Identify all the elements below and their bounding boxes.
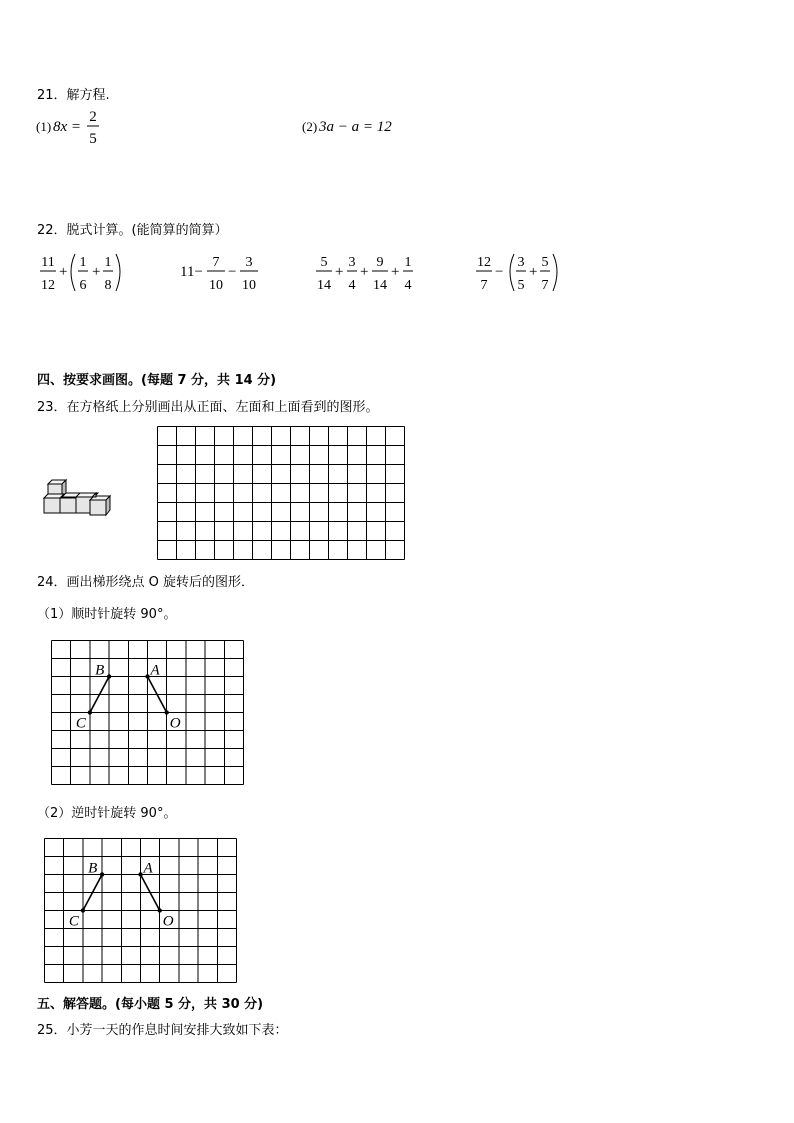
point-A bbox=[145, 674, 149, 678]
e3-op2: + bbox=[360, 264, 369, 280]
point-A bbox=[138, 872, 142, 876]
point-B bbox=[107, 674, 111, 678]
q21-heading: 21．解方程. bbox=[37, 88, 110, 103]
eq1-lhs: 8x = bbox=[53, 119, 82, 135]
e4-right-paren bbox=[553, 254, 557, 291]
e1-a-den: 12 bbox=[41, 278, 55, 293]
label-A: A bbox=[143, 860, 153, 877]
e1-a-num: 11 bbox=[41, 255, 55, 270]
e3-d-den: 4 bbox=[404, 278, 412, 293]
q22-expression-3 bbox=[314, 251, 424, 297]
e4-c-den: 7 bbox=[541, 278, 549, 293]
q25-heading: 25．小芳一天的作息时间安排大致如下表： bbox=[37, 1023, 288, 1038]
e1-b-num: 1 bbox=[79, 255, 87, 270]
q22-expression-2 bbox=[180, 251, 270, 297]
e3-d-num: 1 bbox=[404, 255, 412, 270]
e2-whole: 11− bbox=[180, 264, 203, 280]
q21-equation-1 bbox=[36, 106, 116, 150]
e1-op: + bbox=[59, 264, 68, 280]
e2-op: − bbox=[228, 264, 237, 280]
e1-c-num: 1 bbox=[104, 255, 112, 270]
svg-text:+: + bbox=[529, 264, 538, 280]
e3-b-den: 4 bbox=[348, 278, 356, 293]
eq2-label: (2) bbox=[302, 119, 318, 134]
e4-c-num: 5 bbox=[541, 255, 549, 270]
e4-b-num: 3 bbox=[517, 255, 525, 270]
point-O bbox=[158, 908, 162, 912]
point-C bbox=[81, 908, 85, 912]
label-C: C bbox=[68, 913, 79, 930]
e4-a-den: 7 bbox=[480, 278, 488, 293]
eq1-numerator: 2 bbox=[89, 109, 97, 125]
point-C bbox=[88, 710, 92, 714]
q23-heading: 23．在方格纸上分别画出从正面、左面和上面看到的图形。 bbox=[37, 400, 379, 415]
q21-equation-2 bbox=[302, 106, 422, 150]
e1-c-den: 8 bbox=[104, 278, 112, 293]
eq1-label: (1) bbox=[36, 119, 52, 134]
q22-heading: 22．脱式计算。(能简算的简算） bbox=[37, 223, 228, 238]
e3-op1: + bbox=[335, 264, 344, 280]
q24-part-1: （1）顺时针旋转 90°。 bbox=[37, 607, 177, 622]
e3-a-num: 5 bbox=[320, 255, 328, 270]
e2-b-den: 10 bbox=[242, 278, 256, 293]
q23-grid-paper[interactable] bbox=[157, 426, 404, 560]
e3-a-den: 14 bbox=[317, 278, 331, 293]
label-B: B bbox=[95, 662, 105, 679]
e1-b-den: 6 bbox=[79, 278, 87, 293]
e1-left-paren bbox=[71, 254, 75, 291]
e4-op: − bbox=[495, 264, 504, 280]
label-O: O bbox=[162, 913, 174, 930]
q23-cube-figure bbox=[42, 476, 118, 518]
q24-grid-2[interactable] bbox=[44, 838, 237, 983]
point-O bbox=[165, 710, 169, 714]
label-O: O bbox=[169, 715, 181, 732]
e4-left-paren bbox=[510, 254, 514, 291]
label-A: A bbox=[150, 662, 160, 679]
section-5-heading: 五、解答题。(每小题 5 分，共 30 分) bbox=[37, 997, 264, 1012]
e4-a-num: 12 bbox=[477, 255, 491, 270]
q22-expression-4 bbox=[474, 251, 564, 297]
e2-b-num: 3 bbox=[245, 255, 253, 270]
label-C: C bbox=[75, 715, 86, 732]
e2-a-num: 7 bbox=[212, 255, 220, 270]
e3-c-den: 14 bbox=[373, 278, 387, 293]
eq1-denominator: 5 bbox=[89, 131, 97, 147]
e3-op3: + bbox=[391, 264, 400, 280]
q24-part-2: （2）逆时针旋转 90°。 bbox=[37, 806, 177, 821]
point-B bbox=[100, 872, 104, 876]
e3-b-num: 3 bbox=[348, 255, 356, 270]
e3-c-num: 9 bbox=[376, 255, 384, 270]
e1-op2: + bbox=[92, 264, 101, 280]
e4-b-den: 5 bbox=[517, 278, 525, 293]
label-B: B bbox=[88, 860, 98, 877]
section-4-heading: 四、按要求画图。(每题 7 分，共 14 分) bbox=[37, 373, 277, 388]
q24-heading: 24．画出梯形绕点 O 旋转后的图形． bbox=[37, 575, 255, 590]
eq2-expr: 3a − a = 12 bbox=[319, 119, 392, 135]
q24-grid-1[interactable] bbox=[51, 640, 244, 785]
q22-expression-1 bbox=[38, 251, 138, 297]
e1-right-paren bbox=[116, 254, 120, 291]
e2-a-den: 10 bbox=[209, 278, 223, 293]
